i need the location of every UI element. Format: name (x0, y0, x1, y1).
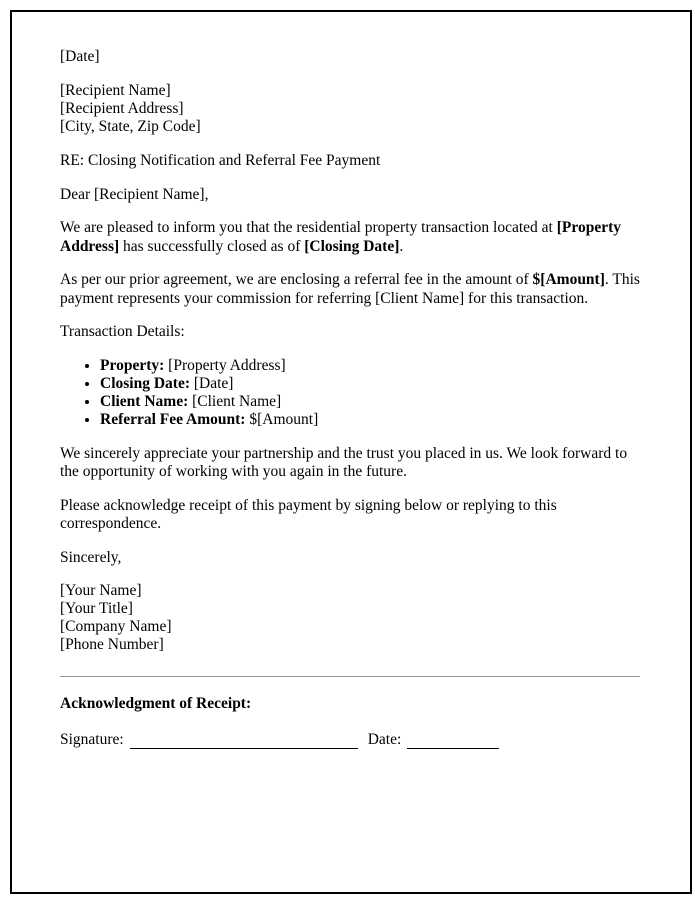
recipient-address-block (60, 82, 640, 136)
paragraph-acknowledge-request: Please acknowledge receipt of this payment by signing below or replying to this correspondence. (60, 496, 557, 532)
closing-salutation: Sincerely, (60, 548, 122, 566)
detail-label: Closing Date: (100, 374, 190, 392)
paragraph-appreciation: We sincerely appreciate your partnership and the trust you placed in us. We look forward to the opportunity of working with you again in the future. (60, 444, 628, 480)
date-label: Date: (367, 731, 402, 748)
section-divider (60, 676, 640, 677)
signature-label: Signature: (60, 731, 124, 748)
acknowledgment-heading: Acknowledgment of Receipt: (60, 695, 252, 712)
signature-blank-line (130, 734, 358, 749)
sender-name: [Your Name] (60, 582, 142, 599)
signature-row (60, 731, 640, 749)
detail-value: [Client Name] (188, 392, 282, 410)
para2-text-2: . This payment represents your commission for referring [Client Name] for this transaction. (60, 271, 640, 307)
para1-text-1: We are pleased to inform you that the residential property transaction located at (60, 219, 557, 236)
para1-text-2: has successfully closed as of (119, 237, 305, 255)
transaction-details-heading: Transaction Details: (60, 323, 185, 340)
date-placeholder: [Date] (60, 48, 100, 65)
sender-signature-block (60, 582, 640, 654)
detail-item-client-name (100, 393, 640, 411)
detail-item-referral-fee (100, 411, 640, 429)
detail-label: Referral Fee Amount: (100, 410, 246, 428)
sender-phone: [Phone Number] (60, 636, 164, 653)
recipient-address: [Recipient Address] (60, 100, 184, 117)
detail-value: $[Amount] (245, 410, 319, 428)
recipient-name: [Recipient Name] (60, 82, 171, 99)
detail-item-property (100, 357, 640, 375)
para1-text-3: . (399, 237, 404, 255)
paragraph-referral-fee (60, 271, 640, 308)
salutation: Dear [Recipient Name], (60, 185, 209, 203)
closing-date-placeholder: [Closing Date] (304, 237, 400, 255)
letter-date (60, 48, 640, 66)
subject-line: RE: Closing Notification and Referral Fee Payment (60, 152, 381, 169)
detail-item-closing-date (100, 375, 640, 393)
detail-label: Property: (100, 356, 165, 374)
detail-label: Client Name: (100, 392, 189, 410)
date-blank-line (407, 734, 499, 749)
amount-placeholder: $[Amount] (532, 271, 605, 288)
letter-frame (10, 10, 692, 894)
detail-value: [Property Address] (164, 356, 286, 374)
paragraph-closing-notice (60, 219, 640, 256)
sender-title: [Your Title] (60, 600, 133, 617)
property-address-placeholder: [Property Address] (60, 219, 622, 255)
detail-value: [Date] (189, 374, 234, 392)
recipient-city-state-zip: [City, State, Zip Code] (60, 118, 201, 135)
para2-text-1: As per our prior agreement, we are enclosing a referral fee in the amount of (60, 271, 533, 288)
sender-company: [Company Name] (60, 618, 172, 635)
transaction-details-list (60, 357, 640, 429)
